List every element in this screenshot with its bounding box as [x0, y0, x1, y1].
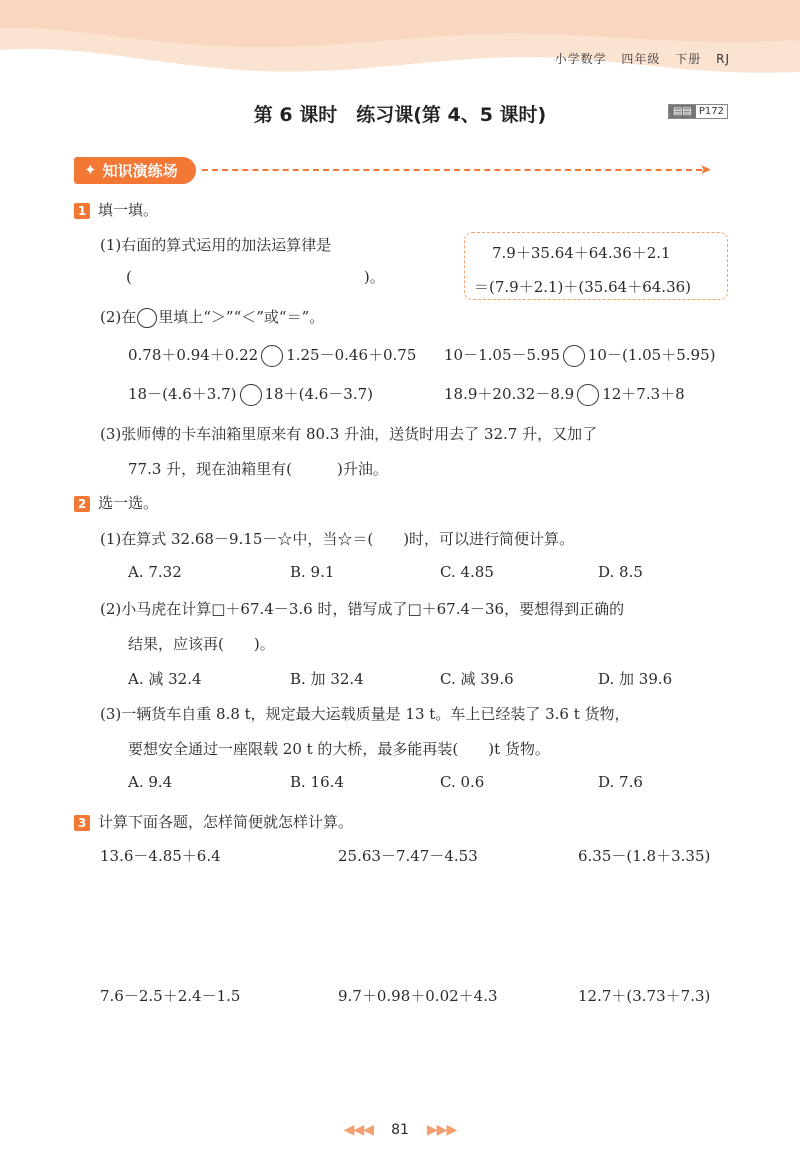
header-wave-banner — [0, 0, 800, 90]
q1-p1-line1: (1)右面的算式运用的加法运算律是 — [100, 236, 332, 254]
compare-circle[interactable] — [577, 384, 599, 406]
calc-expr: 9.7＋0.98＋0.02＋4.3 — [338, 987, 498, 1005]
compare-item-4 — [444, 383, 685, 406]
formula-line2: ＝(7.9＋2.1)＋(35.64＋64.36) — [474, 278, 692, 296]
section-dashed-line — [202, 169, 702, 171]
q2-p3-opt-b[interactable]: B. 16.4 — [290, 773, 344, 791]
next-arrows-icon: ▶▶▶ — [426, 1122, 457, 1138]
compare-item-1 — [128, 344, 416, 367]
page-number: 81 — [391, 1122, 409, 1138]
section-label: 知识演练场 — [102, 161, 178, 180]
compare-left: 18－(4.6＋3.7) — [128, 385, 237, 403]
circle-blank[interactable] — [137, 308, 157, 328]
q1-p1-close-paren: )。 — [363, 268, 385, 286]
q3-heading — [74, 811, 353, 832]
book-edition: RJ — [716, 52, 730, 66]
q2-p1-opt-c[interactable]: C. 4.85 — [440, 563, 494, 581]
arrow-right-icon: ➤ — [699, 162, 712, 178]
q1-p3-line1: (3)张师傅的卡车油箱里原来有 80.3 升油，送货时用去了 32.7 升，又加了 — [100, 425, 598, 443]
calc-expr: 25.63－7.47－4.53 — [338, 847, 478, 865]
compare-circle[interactable] — [240, 384, 262, 406]
book-grade: 四年级 — [621, 52, 661, 66]
compare-item-3 — [128, 383, 373, 406]
q1-p3-line2: 77.3 升，现在油箱里有( )升油。 — [128, 460, 388, 478]
q2-number: 2 — [74, 496, 90, 512]
q1-title: 填一填。 — [98, 201, 159, 219]
q1-p1-line2 — [126, 266, 385, 287]
q1-p2-text-b: 里填上“＞”“＜”或“＝”。 — [158, 308, 325, 326]
page-reference — [668, 104, 728, 119]
q2-heading — [74, 492, 158, 513]
book-subject: 小学数学 — [554, 52, 607, 66]
q1-p2-text-a: (2)在 — [100, 308, 137, 326]
q1-p1-open-paren: ( — [126, 268, 132, 286]
compare-left: 10－1.05－5.95 — [444, 346, 560, 364]
q2-p2-opt-b[interactable]: B. 加 32.4 — [290, 670, 364, 688]
q1-heading — [74, 199, 158, 220]
compare-circle[interactable] — [563, 345, 585, 367]
q2-title: 选一选。 — [98, 494, 159, 512]
q2-p3-opt-d[interactable]: D. 7.6 — [598, 773, 643, 791]
compare-right: 1.25－0.46＋0.75 — [286, 346, 417, 364]
q2-p2-line1: (2)小马虎在计算□＋67.4－3.6 时，错写成了□＋67.4－36，要想得到正确的 — [100, 600, 625, 618]
calc-expr: 6.35－(1.8＋3.35) — [578, 847, 711, 865]
q2-p2-opt-a[interactable]: A. 减 32.4 — [128, 670, 202, 688]
q2-p2-opt-d[interactable]: D. 加 39.6 — [598, 670, 673, 688]
prev-arrows-icon: ◀◀◀ — [343, 1122, 374, 1138]
section-pill — [74, 157, 196, 184]
compare-right: 18＋(4.6－3.7) — [264, 385, 374, 403]
calc-expr: 13.6－4.85＋6.4 — [100, 847, 221, 865]
compare-left: 18.9＋20.32－8.9 — [444, 385, 575, 403]
calc-expr: 12.7＋(3.73＋7.3) — [578, 987, 711, 1005]
q2-p2-line2: 结果，应该再( )。 — [128, 635, 275, 653]
q2-p3-line1: (3)一辆货车自重 8.8 t，规定最大运载质量是 13 t。车上已经装了 3.6 t 货物， — [100, 705, 630, 723]
compare-right: 12＋7.3＋8 — [602, 385, 685, 403]
compare-circle[interactable] — [261, 345, 283, 367]
q1-p2-instruction — [100, 306, 324, 328]
q1-number: 1 — [74, 203, 90, 219]
compare-item-2 — [444, 344, 715, 367]
q2-p3-opt-a[interactable]: A. 9.4 — [128, 773, 173, 791]
q2-p3-line2: 要想安全通过一座限载 20 t 的大桥，最多能再装( )t 货物。 — [128, 740, 550, 758]
book-term: 下册 — [675, 52, 702, 66]
sparkle-icon: ✦ — [84, 161, 97, 179]
q2-p2-opt-c[interactable]: C. 减 39.6 — [440, 670, 514, 688]
formula-line1: 7.9＋35.64＋64.36＋2.1 — [492, 244, 671, 262]
q2-p3-opt-c[interactable]: C. 0.6 — [440, 773, 485, 791]
q3-title: 计算下面各题，怎样简便就怎样计算。 — [98, 813, 354, 831]
compare-right: 10－(1.05＋5.95) — [587, 346, 716, 364]
q3-number: 3 — [74, 815, 90, 831]
page-footer — [0, 1122, 800, 1138]
calc-expr: 7.6－2.5＋2.4－1.5 — [100, 987, 241, 1005]
q2-p1-opt-a[interactable]: A. 7.32 — [128, 563, 182, 581]
section-header — [74, 156, 711, 184]
page-reference-number: P172 — [698, 106, 724, 117]
book-info — [555, 50, 730, 67]
lesson-title: 第 6 课时 练习课(第 4、5 课时) — [253, 104, 547, 126]
q2-p1: (1)在算式 32.68－9.15－☆中，当☆＝( )时，可以进行简便计算。 — [100, 530, 575, 548]
q2-p1-opt-b[interactable]: B. 9.1 — [290, 563, 335, 581]
book-icon: ▤▤ — [669, 105, 696, 118]
q2-p1-opt-d[interactable]: D. 8.5 — [598, 563, 643, 581]
compare-left: 0.78＋0.94＋0.22 — [128, 346, 259, 364]
